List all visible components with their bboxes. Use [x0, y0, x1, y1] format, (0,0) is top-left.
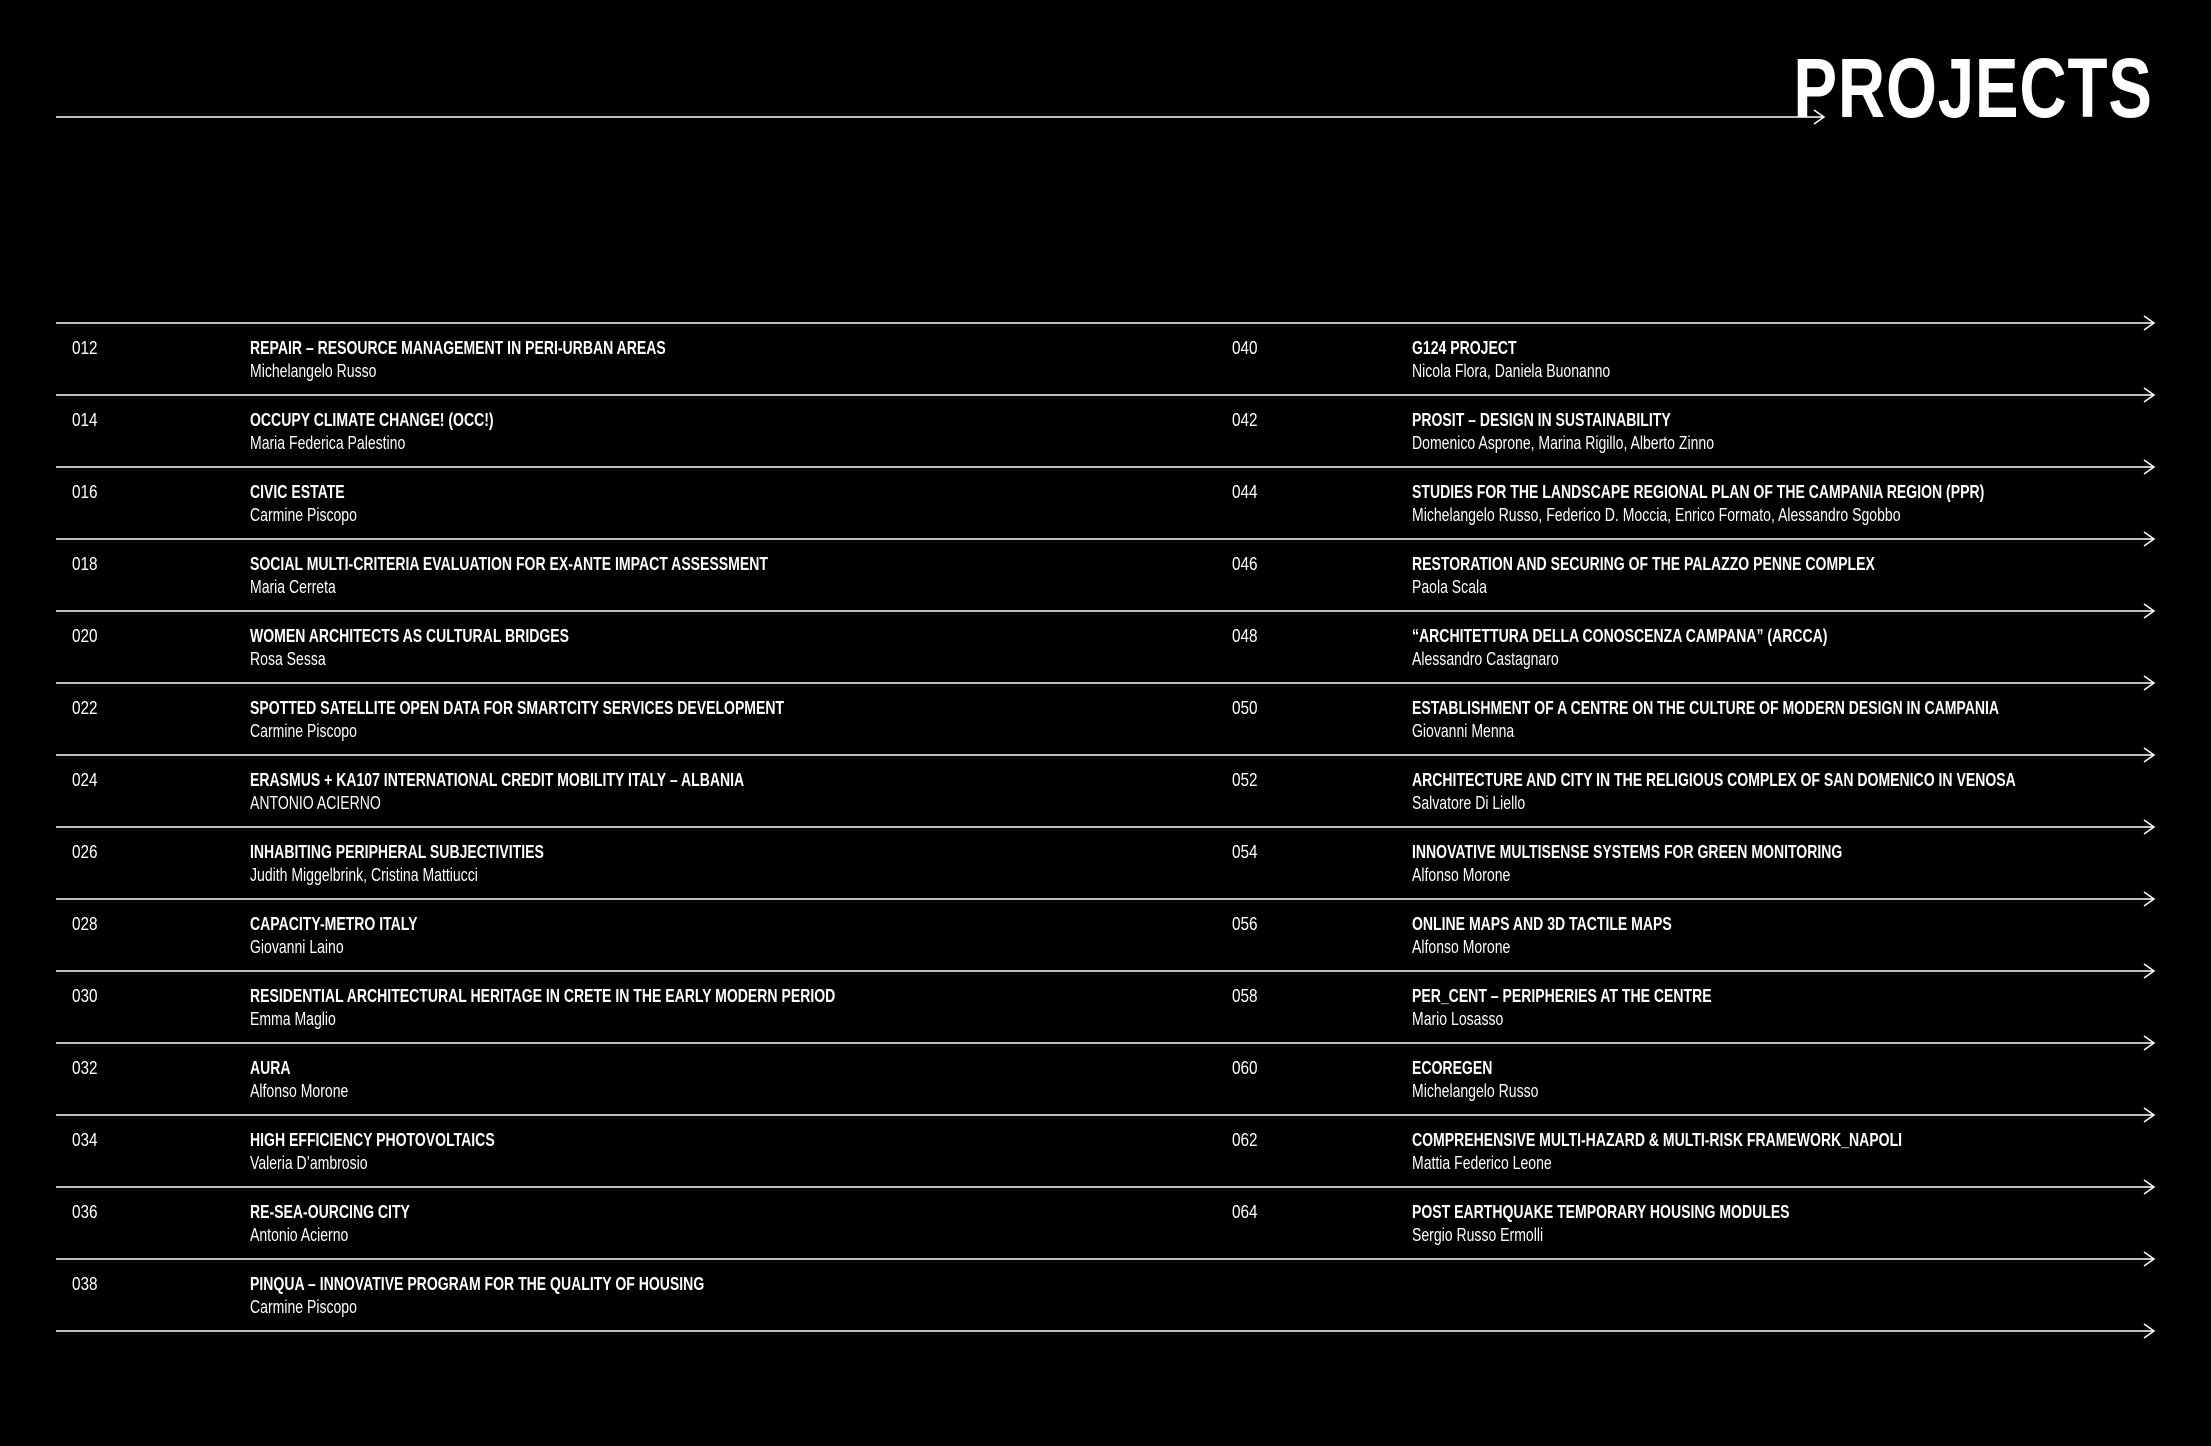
- project-title: COMPREHENSIVE MULTI-HAZARD & MULTI-RISK FRAMEWORK_NAPOLI: [1412, 1130, 1903, 1150]
- project-entry: [72, 395, 1072, 467]
- project-entry: [1232, 395, 2211, 467]
- project-title: ECOREGEN: [1412, 1058, 1493, 1078]
- project-number: 036: [72, 1202, 98, 1222]
- project-number: 054: [1232, 842, 1258, 862]
- project-authors: Rosa Sessa: [250, 649, 326, 669]
- project-entry: [1232, 899, 2211, 971]
- project-number: 046: [1232, 554, 1258, 574]
- project-authors: Alfonso Morone: [1412, 865, 1511, 885]
- project-authors: Michelangelo Russo, Federico D. Moccia, Enrico Formato, Alessandro Sgobbo: [1412, 505, 1901, 525]
- project-authors: Alessandro Castagnaro: [1412, 649, 1559, 669]
- project-authors: Carmine Piscopo: [250, 505, 357, 525]
- project-authors: Michelangelo Russo: [250, 361, 377, 381]
- project-title: CIVIC ESTATE: [250, 482, 345, 502]
- project-entry: [1232, 683, 2211, 755]
- project-authors: Valeria D’ambrosio: [250, 1153, 368, 1173]
- project-authors: Paola Scala: [1412, 577, 1487, 597]
- project-number: 038: [72, 1274, 98, 1294]
- project-entry: [72, 1043, 1072, 1115]
- project-title: PROSIT – DESIGN IN SUSTAINABILITY: [1412, 410, 1671, 430]
- project-title: PER_CENT – PERIPHERIES AT THE CENTRE: [1412, 986, 1712, 1006]
- project-title: WOMEN ARCHITECTS AS CULTURAL BRIDGES: [250, 626, 570, 646]
- project-authors: Alfonso Morone: [1412, 937, 1511, 957]
- project-number: 018: [72, 554, 98, 574]
- project-title: ESTABLISHMENT OF A CENTRE ON THE CULTURE OF MODERN DESIGN IN CAMPANIA: [1412, 698, 2000, 718]
- project-entry: [72, 539, 1072, 611]
- project-entry: [1232, 611, 2211, 683]
- project-entry: [1232, 539, 2211, 611]
- project-authors: Salvatore Di Liello: [1412, 793, 1526, 813]
- project-entry: [72, 755, 1072, 827]
- project-entry: [1232, 755, 2211, 827]
- project-number: 056: [1232, 914, 1258, 934]
- project-authors: Emma Maglio: [250, 1009, 336, 1029]
- project-title: SPOTTED SATELLITE OPEN DATA FOR SMARTCITY SERVICES DEVELOPMENT: [250, 698, 785, 718]
- project-authors: Judith Miggelbrink, Cristina Mattiucci: [250, 865, 478, 885]
- project-entry: [1232, 323, 2211, 395]
- project-number: 028: [72, 914, 98, 934]
- project-number: 058: [1232, 986, 1258, 1006]
- project-number: 012: [72, 338, 98, 358]
- project-authors: Sergio Russo Ermolli: [1412, 1225, 1544, 1245]
- project-title: ARCHITECTURE AND CITY IN THE RELIGIOUS COMPLEX OF SAN DOMENICO IN VENOSA: [1412, 770, 2016, 790]
- project-entry: [1232, 971, 2211, 1043]
- project-authors: Michelangelo Russo: [1412, 1081, 1539, 1101]
- project-title: INNOVATIVE MULTISENSE SYSTEMS FOR GREEN MONITORING: [1412, 842, 1843, 862]
- project-authors: Alfonso Morone: [250, 1081, 349, 1101]
- project-title: SOCIAL MULTI-CRITERIA EVALUATION FOR EX-ANTE IMPACT ASSESSMENT: [250, 554, 768, 574]
- project-number: 050: [1232, 698, 1258, 718]
- project-title: “ARCHITETTURA DELLA CONOSCENZA CAMPANA” (ARCCA): [1412, 626, 1828, 646]
- project-authors: Carmine Piscopo: [250, 1297, 357, 1317]
- project-entry: [72, 1115, 1072, 1187]
- project-title: HIGH EFFICIENCY PHOTOVOLTAICS: [250, 1130, 495, 1150]
- project-entry: [72, 1259, 1072, 1331]
- project-title: ONLINE MAPS AND 3D TACTILE MAPS: [1412, 914, 1672, 934]
- project-authors: Mattia Federico Leone: [1412, 1153, 1552, 1173]
- project-entry: [72, 971, 1072, 1043]
- project-entry: [72, 827, 1072, 899]
- project-entry: [1232, 1043, 2211, 1115]
- project-entry: [1232, 1187, 2211, 1259]
- project-entry: [72, 323, 1072, 395]
- project-authors: Maria Cerreta: [250, 577, 336, 597]
- project-title: POST EARTHQUAKE TEMPORARY HOUSING MODULES: [1412, 1202, 1790, 1222]
- project-authors: Mario Losasso: [1412, 1009, 1504, 1029]
- project-authors: Antonio Acierno: [250, 1225, 349, 1245]
- project-number: 040: [1232, 338, 1258, 358]
- project-entry: [1232, 827, 2211, 899]
- project-number: 042: [1232, 410, 1258, 430]
- project-title: CAPACITY-METRO ITALY: [250, 914, 418, 934]
- project-authors: Giovanni Laino: [250, 937, 344, 957]
- project-entry: [72, 899, 1072, 971]
- project-number: 022: [72, 698, 98, 718]
- project-title: RESIDENTIAL ARCHITECTURAL HERITAGE IN CRETE IN THE EARLY MODERN PERIOD: [250, 986, 836, 1006]
- project-number: 064: [1232, 1202, 1258, 1222]
- project-authors: Nicola Flora, Daniela Buonanno: [1412, 361, 1611, 381]
- project-number: 034: [72, 1130, 98, 1150]
- project-authors: Maria Federica Palestino: [250, 433, 406, 453]
- project-number: 052: [1232, 770, 1258, 790]
- project-authors: Giovanni Menna: [1412, 721, 1515, 741]
- project-entry: [72, 467, 1072, 539]
- project-number: 030: [72, 986, 98, 1006]
- project-title: G124 PROJECT: [1412, 338, 1517, 358]
- project-number: 048: [1232, 626, 1258, 646]
- project-title: STUDIES FOR THE LANDSCAPE REGIONAL PLAN OF THE CAMPANIA REGION (PPR): [1412, 482, 1985, 502]
- project-title: REPAIR – RESOURCE MANAGEMENT IN PERI-URBAN AREAS: [250, 338, 666, 358]
- project-title: ERASMUS + KA107 INTERNATIONAL CREDIT MOBILITY ITALY – ALBANIA: [250, 770, 745, 790]
- project-title: INHABITING PERIPHERAL SUBJECTIVITIES: [250, 842, 544, 862]
- project-number: 014: [72, 410, 98, 430]
- project-number: 060: [1232, 1058, 1258, 1078]
- project-title: AURA: [250, 1058, 291, 1078]
- project-number: 032: [72, 1058, 98, 1078]
- project-entry: [72, 1187, 1072, 1259]
- project-title: RESTORATION AND SECURING OF THE PALAZZO PENNE COMPLEX: [1412, 554, 1875, 574]
- page-title: PROJECTS: [1793, 41, 2153, 135]
- project-number: 024: [72, 770, 98, 790]
- project-entry: [72, 683, 1072, 755]
- project-entry: [1232, 1115, 2211, 1187]
- project-authors: ANTONIO ACIERNO: [250, 793, 381, 813]
- project-number: 026: [72, 842, 98, 862]
- project-title: RE-SEA-OURCING CITY: [250, 1202, 410, 1222]
- project-number: 020: [72, 626, 98, 646]
- header-arrow-rule: [56, 107, 1826, 127]
- project-number: 044: [1232, 482, 1258, 502]
- project-number: 062: [1232, 1130, 1258, 1150]
- project-number: 016: [72, 482, 98, 502]
- project-entry: [72, 611, 1072, 683]
- project-authors: Domenico Asprone, Marina Rigillo, Alberto Zinno: [1412, 433, 1715, 453]
- project-entry: [1232, 467, 2211, 539]
- project-title: OCCUPY CLIMATE CHANGE! (OCC!): [250, 410, 494, 430]
- project-title: PINQUA – INNOVATIVE PROGRAM FOR THE QUALITY OF HOUSING: [250, 1274, 705, 1294]
- project-authors: Carmine Piscopo: [250, 721, 357, 741]
